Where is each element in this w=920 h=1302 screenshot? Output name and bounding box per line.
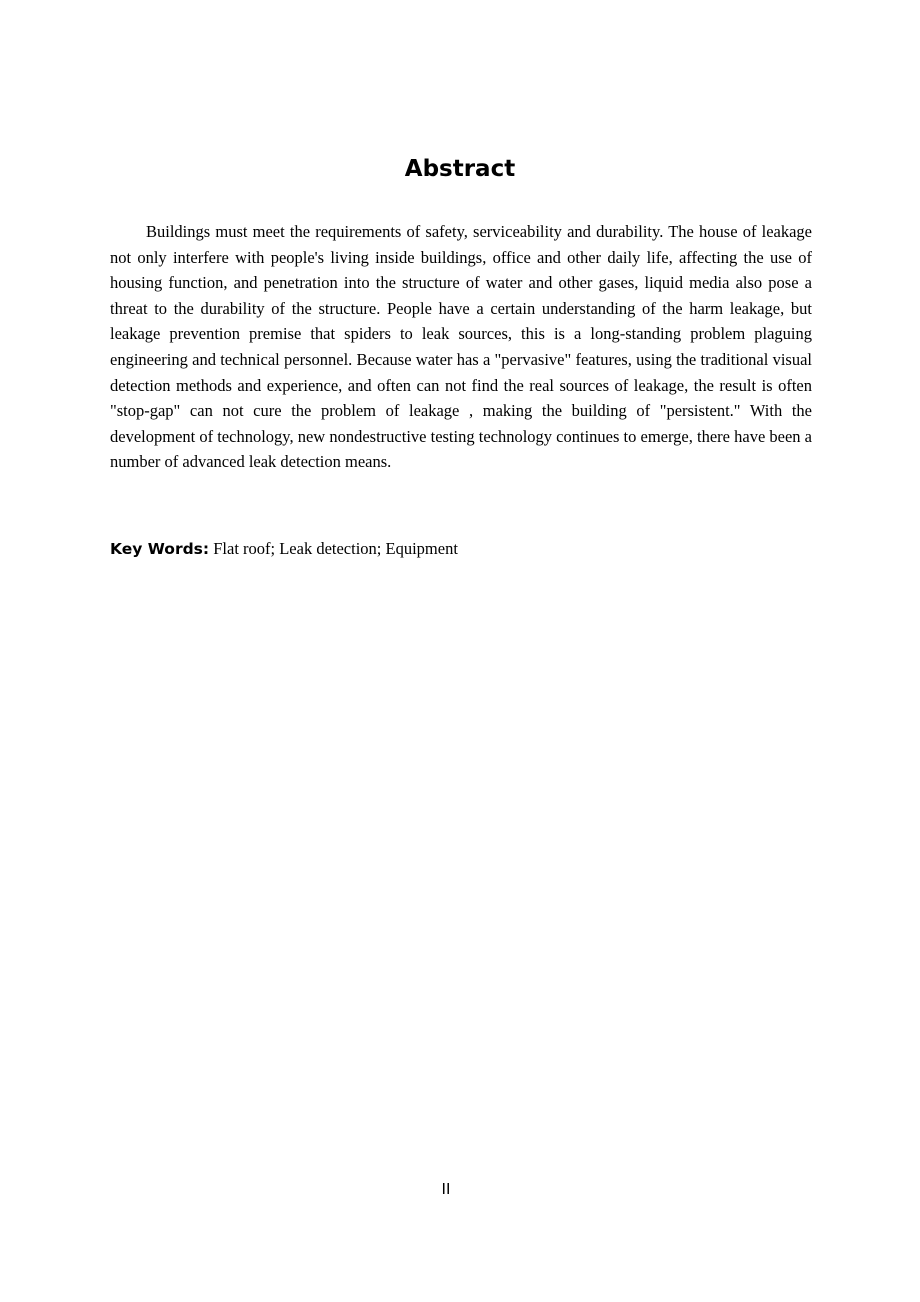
keywords-value: Flat roof; Leak detection; Equipment — [213, 539, 458, 558]
page-number: II — [441, 1181, 451, 1198]
keywords-line — [110, 536, 812, 562]
keywords-label: Key Words: — [110, 540, 210, 558]
abstract-paragraph: Buildings must meet the requirements of safety, serviceability and durability. The house of leakage not only interfere with people's living inside buildings, office and other daily life, affecting the use of housing function, and penetration into the structure of water and other gases, liquid media also pose a threat to the durability of the structure. People have a certain understanding of the harm leakage, but leakage prevention premise that spiders to leak sources, this is a long-standing problem plaguing engineering and technical personnel. Because water has a "pervasive" features, using the traditional visual detection methods and experience, and often can not find the real sources of leakage, the result is often "stop-gap" can not cure the problem of leakage , making the building of "persistent." With the development of technology, new nondestructive testing technology continues to emerge, there have been a number of advanced leak detection means. — [110, 222, 812, 472]
abstract-title: Abstract — [404, 156, 516, 182]
